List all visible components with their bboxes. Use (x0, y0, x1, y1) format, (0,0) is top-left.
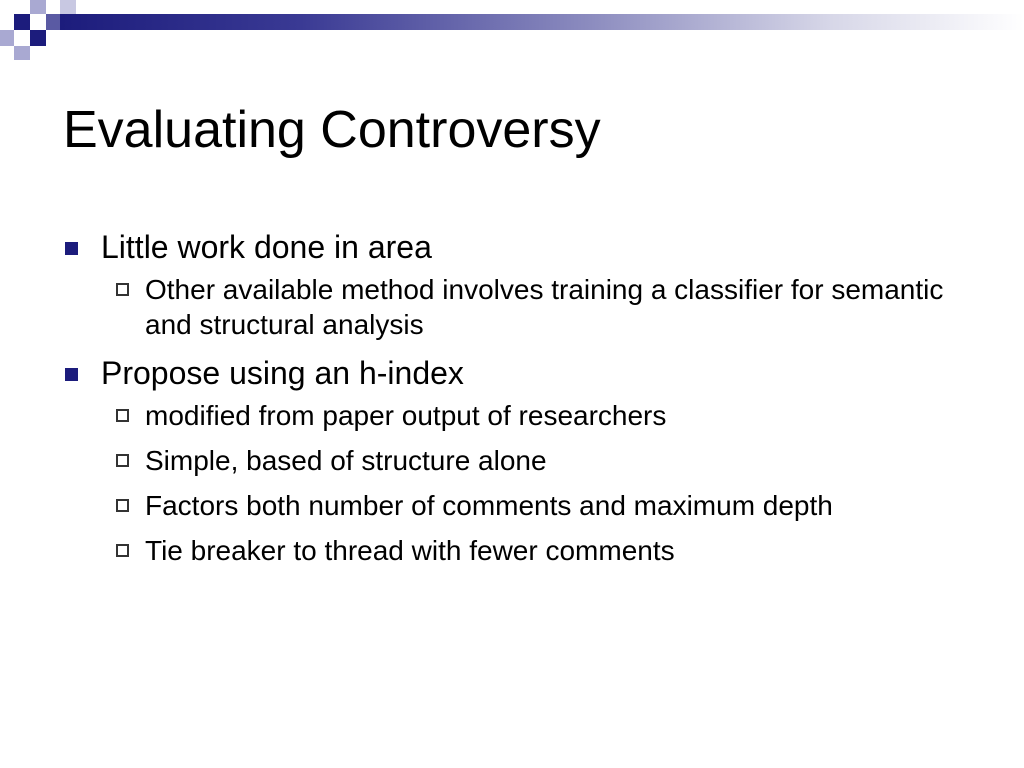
hollow-square-bullet-icon (116, 409, 129, 422)
bullet-text: Propose using an h-index (101, 355, 464, 391)
decor-square (14, 14, 30, 30)
hollow-square-bullet-icon (116, 544, 129, 557)
sub-bullet-item (145, 398, 945, 433)
square-bullet-icon (65, 242, 78, 255)
sub-bullet-text: Other available method involves training a classifier for semantic and structural analysis (145, 274, 944, 340)
hollow-square-bullet-icon (116, 283, 129, 296)
decor-square (30, 0, 46, 14)
bullet-item (62, 352, 962, 394)
decor-square (14, 46, 30, 60)
sub-bullet-item (145, 272, 945, 342)
decor-square (0, 0, 14, 14)
slide-body (62, 226, 962, 568)
header-gradient-band (60, 14, 1024, 30)
sub-bullet-item (145, 533, 945, 568)
slide-title: Evaluating Controversy (63, 101, 601, 159)
sub-bullet-text: modified from paper output of researchers (145, 400, 667, 431)
bullet-text: Little work done in area (101, 229, 432, 265)
decor-square (60, 0, 76, 14)
bullet-item (62, 226, 962, 268)
hollow-square-bullet-icon (116, 454, 129, 467)
decor-square (46, 14, 60, 30)
decor-square (30, 30, 46, 46)
decor-square (0, 30, 14, 46)
square-bullet-icon (65, 368, 78, 381)
sub-bullet-text: Simple, based of structure alone (145, 445, 547, 476)
sub-bullet-text: Tie breaker to thread with fewer comments (145, 535, 675, 566)
sub-bullet-item (145, 488, 945, 523)
sub-bullet-item (145, 443, 945, 478)
hollow-square-bullet-icon (116, 499, 129, 512)
sub-bullet-text: Factors both number of comments and maximum depth (145, 490, 833, 521)
